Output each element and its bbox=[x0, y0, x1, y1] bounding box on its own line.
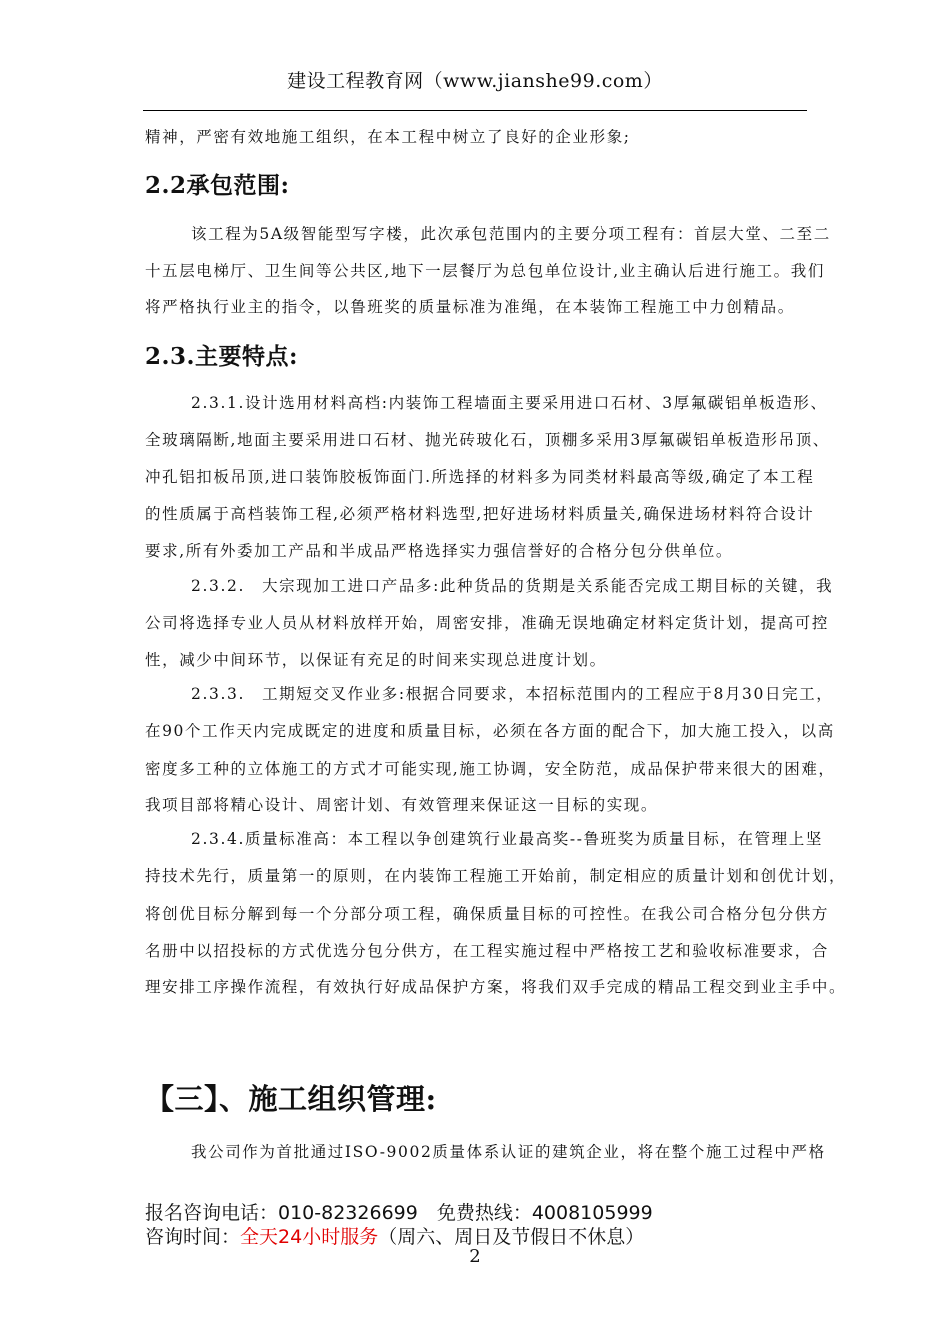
sec23-p3-line-2: 在90个工作天内完成既定的进度和质量目标，必须在各方面的配合下，加大施工投入，以高 bbox=[145, 722, 835, 740]
footer-hours-note: （周六、周日及节假日不休息） bbox=[378, 1226, 645, 1248]
section-2-2-heading: 2.2承包范围: bbox=[145, 172, 290, 199]
sec23-p1-line-2: 全玻璃隔断,地面主要采用进口石材、抛光砖玻化石，顶棚多采用3厚氟碳铝单板造形吊顶、 bbox=[145, 431, 830, 449]
section-3-heading: 【三】、施工组织管理: bbox=[145, 1082, 437, 1116]
sec23-p4-line-1: 2.3.4.质量标准高：本工程以争创建筑行业最高奖--鲁班奖为质量目标，在管理上坚 bbox=[191, 830, 823, 848]
sec23-p2-line-3: 性，减少中间环节，以保证有充足的时间来实现总进度计划。 bbox=[145, 651, 607, 669]
sec23-p1-line-1: 2.3.1.设计选用材料高档:内装饰工程墙面主要采用进口石材、3厚氟碳铝单板造形、 bbox=[191, 394, 828, 412]
page-header: 建设工程教育网（www.jianshe99.com） bbox=[287, 70, 663, 92]
footer-hours-line bbox=[145, 1222, 644, 1249]
sec23-p3-line-1: 2.3.3. 工期短交叉作业多:根据合同要求，本招标范围内的工程应于8月30日完工， bbox=[191, 685, 834, 703]
sec23-p3-line-3: 密度多工种的立体施工的方式才可能实现,施工协调，安全防范，成品保护带来很大的困难， bbox=[145, 760, 836, 778]
sec23-p4-line-3: 将创优目标分解到每一个分部分项工程，确保质量目标的可控性。在我公司合格分包分供方 bbox=[145, 905, 830, 923]
sec23-p2-line-2: 公司将选择专业人员从材料放样开始，周密安排，准确无误地确定材料定货计划，提高可控 bbox=[145, 614, 830, 632]
sec23-p4-line-2: 持技术先行，质量第一的原则，在内装饰工程施工开始前，制定相应的质量计划和创优计划， bbox=[145, 867, 847, 885]
intro-line: 精神，严密有效地施工组织，在本工程中树立了良好的企业形象; bbox=[145, 128, 631, 146]
section-2-3-heading: 2.3.主要特点: bbox=[145, 343, 299, 370]
sec23-p1-line-3: 冲孔铝扣板吊顶,进口装饰胶板饰面门.所选择的材料多为同类材料最高等级,确定了本工程 bbox=[145, 468, 815, 486]
footer-hours-highlight: 全天24小时服务 bbox=[240, 1226, 379, 1248]
sec23-p1-line-5: 要求,所有外委加工产品和半成品严格选择实力强信誉好的合格分包分供单位。 bbox=[145, 542, 733, 560]
sec22-line-2: 十五层电梯厅、卫生间等公共区,地下一层餐厅为总包单位设计,业主确认后进行施工。我们 bbox=[145, 262, 825, 280]
footer-phone-line: 报名咨询电话：010-82326699 免费热线：4008105999 bbox=[145, 1202, 653, 1224]
sec23-p4-line-5: 理安排工序操作流程，有效执行好成品保护方案，将我们双手完成的精品工程交到业主手中。 bbox=[145, 978, 847, 996]
header-divider bbox=[143, 110, 807, 111]
sec23-p3-line-4: 我项目部将精心设计、周密计划、有效管理来保证这一目标的实现。 bbox=[145, 796, 659, 814]
sec22-line-1: 该工程为5A级智能型写字楼，此次承包范围内的主要分项工程有：首层大堂、二至二 bbox=[191, 225, 831, 243]
sec23-p2-line-1: 2.3.2. 大宗现加工进口产品多:此种货品的货期是关系能否完成工期目标的关键，我 bbox=[191, 577, 834, 595]
sec23-p4-line-4: 名册中以招投标的方式优选分包分供方，在工程实施过程中严格按工艺和验收标准要求，合 bbox=[145, 942, 830, 960]
sec3-line-1: 我公司作为首批通过ISO-9002质量体系认证的建筑企业，将在整个施工过程中严格 bbox=[191, 1143, 826, 1161]
sec23-p1-line-4: 的性质属于高档装饰工程,必须严格材料选型,把好进场材料质量关,确保进场材料符合设计 bbox=[145, 505, 815, 523]
sec22-line-3: 将严格执行业主的指令，以鲁班奖的质量标准为准绳，在本装饰工程施工中力创精品。 bbox=[145, 298, 795, 316]
page-number: 2 bbox=[469, 1246, 481, 1267]
footer-hours-label: 咨询时间： bbox=[145, 1226, 241, 1248]
